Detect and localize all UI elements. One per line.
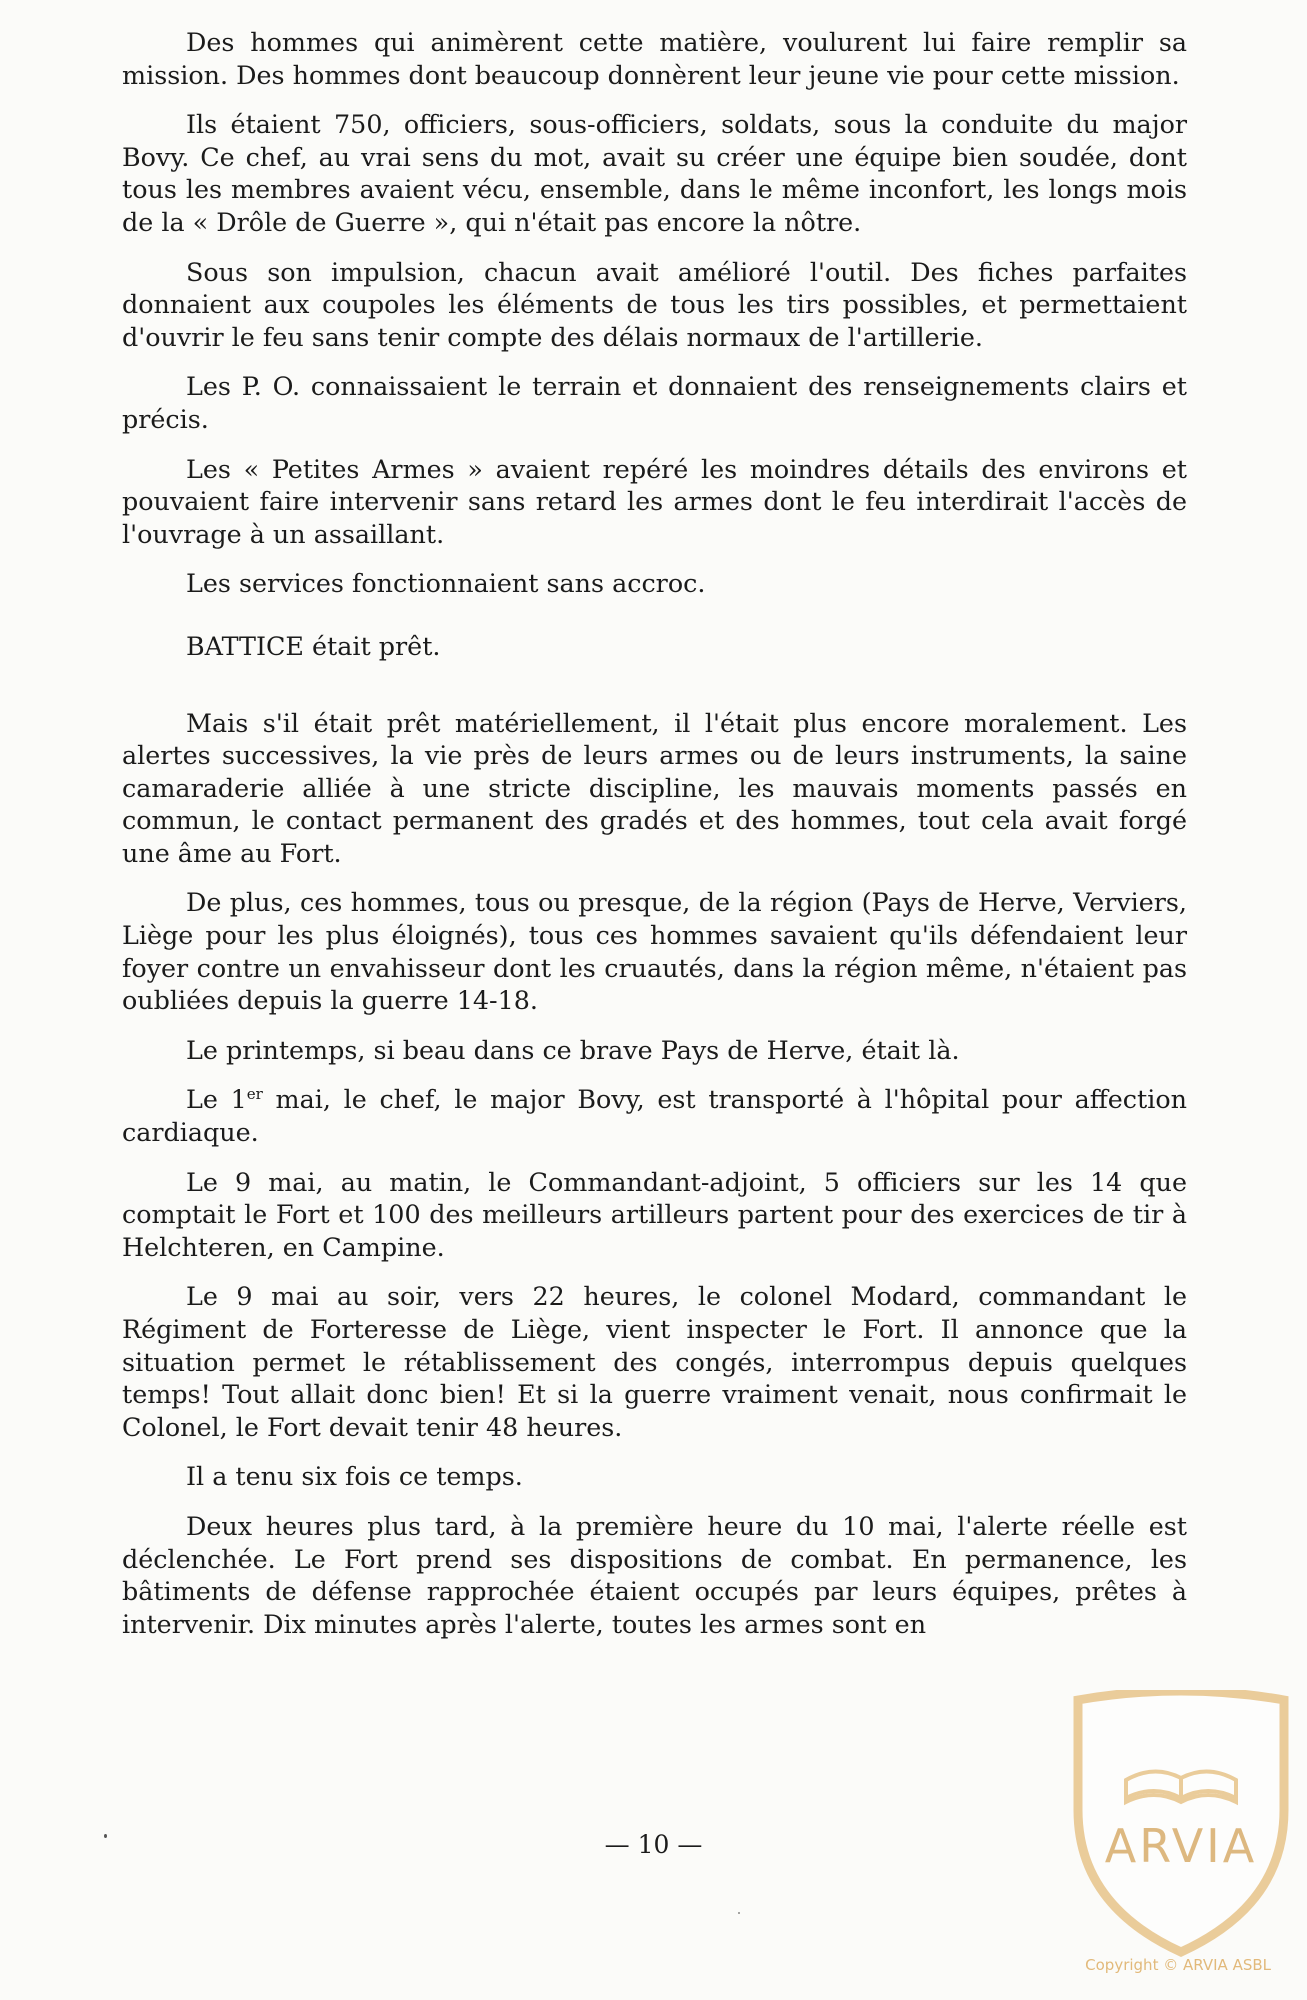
paragraph: Le printemps, si beau dans ce brave Pays de Herve, était là. <box>186 1034 960 1065</box>
paragraph: Il a tenu six fois ce temps. <box>186 1461 523 1492</box>
page-number: — 10 — <box>604 1830 703 1859</box>
ink-speck <box>738 1912 740 1914</box>
battice-statement: BATTICE était prêt. <box>186 630 441 661</box>
paragraph: Les services fonctionnaient sans accroc. <box>186 568 706 599</box>
may1-prefix: Le 1 <box>186 1084 247 1115</box>
watermark-text: ARVIA <box>1104 1819 1258 1873</box>
ordinal-superscript: er <box>246 1085 263 1104</box>
page-text <box>122 26 1187 1657</box>
arvia-watermark <box>1066 1690 1296 1960</box>
paragraph: Des hommes qui animèrent cette matière, voulurent lui faire remplir sa mission. Des hommes dont beaucoup donnèrent leur jeune vie pour cette mission. <box>122 27 1187 90</box>
ink-speck <box>104 1834 107 1838</box>
paragraph: Les P. O. connaissaient le terrain et donnaient des renseignements clairs et précis. <box>122 371 1187 434</box>
paragraph: Ils étaient 750, officiers, sous-officiers, soldats, sous la conduite du major Bovy. Ce chef, au vrai sens du mot, avait su créer une équipe bien soudée, dont tous les membres avaient vécu, ensemble, dans le même inconfort, les longs mois de la « Drôle de Guerre », qui n'était pas encore la nôtre. <box>122 109 1187 237</box>
may1-rest: mai, le chef, le major Bovy, est transporté à l'hôpital pour affection cardiaque. <box>122 1084 1187 1148</box>
paragraph: Mais s'il était prêt matériellement, il l'était plus encore moralement. Les alertes successives, la vie près de leurs armes ou de leurs instruments, la saine camaraderie alliée à une stricte discipline, les mauvais moments passés en commun, le contact permanent des gradés et des hommes, tout cela avait forgé une âme au Fort. <box>122 707 1187 868</box>
paragraph: Le 9 mai, au matin, le Commandant-adjoint, 5 officiers sur les 14 que comptait le Fort et 100 des meilleurs artilleurs partent pour des exercices de tir à Helchteren, en Campine. <box>122 1166 1187 1262</box>
paragraph: Sous son impulsion, chacun avait amélioré l'outil. Des fiches parfaites donnaient aux coupoles les éléments de tous les tirs possibles, et permettaient d'ouvrir le feu sans tenir compte des délais normaux de l'artillerie. <box>122 256 1187 352</box>
paragraph: Les « Petites Armes » avaient repéré les moindres détails des environs et pouvaient faire intervenir sans retard les armes dont le feu interdirait l'accès de l'ouvrage à un assaillant. <box>122 453 1187 549</box>
paragraph-may-1 <box>122 1083 1187 1148</box>
paragraph: De plus, ces hommes, tous ou presque, de la région (Pays de Herve, Verviers, Liège pour les plus éloignés), tous ces hommes savaient qu'ils défendaient leur foyer contre un envahisseur dont les cruautés, dans la région même, n'étaient pas oubliées depuis la guerre 14-18. <box>122 887 1187 1016</box>
paragraph: Deux heures plus tard, à la première heure du 10 mai, l'alerte réelle est déclenchée. Le Fort prend ses dispositions de combat. En permanence, les bâtiments de défense rapprochée étaient occupés par leurs équipes, prêtes à intervenir. Dix minutes après l'alerte, toutes les armes sont en <box>122 1510 1187 1639</box>
copyright-notice: Copyright © ARVIA ASBL <box>1085 1956 1271 1974</box>
paragraph: Le 9 mai au soir, vers 22 heures, le colonel Modard, commandant le Régiment de Forteresse de Liège, vient inspecter le Fort. Il annonce que la situation permet le rétablissement des congés, interrompus depuis quelques temps! Tout allait donc bien! Et si la guerre vraiment venait, nous confirmait le Colonel, le Fort devait tenir 48 heures. <box>122 1281 1187 1442</box>
